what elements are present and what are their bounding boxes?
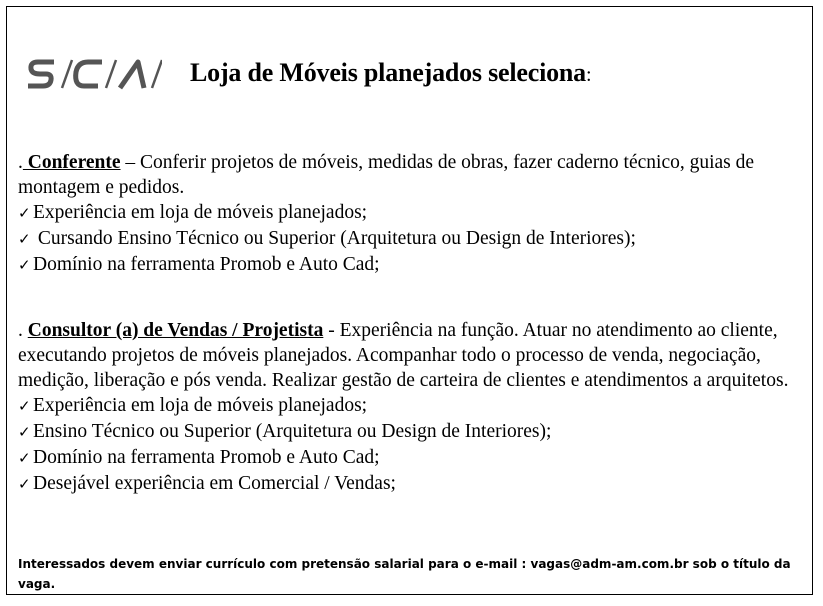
title-colon: :	[586, 64, 592, 86]
application-instructions: Interessados devem enviar currículo com pretensão salarial para o e-mail : vagas@adm-am.com.br sob o título da vaga.	[18, 557, 791, 591]
job-title: Consultor (a) de Vendas / Projetista	[27, 320, 324, 341]
job-dash: –	[120, 152, 141, 173]
requirement-item	[18, 445, 808, 471]
requirement-text: Desejável experiência em Comercial / Vendas;	[33, 473, 396, 494]
requirement-item	[18, 471, 808, 497]
job-description	[18, 150, 808, 200]
job-listings	[18, 150, 808, 497]
title-text: Loja de Móveis planejados seleciona	[190, 58, 586, 87]
job-prefix: .	[18, 152, 23, 173]
job-description-text: Experiência na função. Atuar no atendimento ao cliente, executando projetos de móveis planejados. Acompanhar todo o processo de venda, negociação, medição, liberação e pós venda. Realizar gestão de carteira de clientes e atendimentos a arquitetos.	[18, 320, 789, 391]
page-title	[190, 58, 591, 88]
checkmark-icon: ✓	[18, 475, 31, 493]
checkmark-icon: ✓	[18, 230, 31, 248]
requirement-item	[18, 419, 808, 445]
section-spacer	[18, 278, 808, 318]
requirement-text: Domínio na ferramenta Promob e Auto Cad;	[33, 254, 380, 275]
checkmark-icon: ✓	[18, 423, 31, 441]
requirement-text: Domínio na ferramenta Promob e Auto Cad;	[33, 447, 380, 468]
job-dash: -	[323, 320, 340, 341]
sca-logo	[26, 56, 162, 92]
requirement-text: Experiência em loja de móveis planejados;	[33, 395, 368, 416]
job-prefix: .	[18, 320, 28, 341]
requirement-item	[18, 393, 808, 419]
requirement-text: Experiência em loja de móveis planejados;	[33, 202, 368, 223]
requirement-item	[18, 200, 808, 226]
requirement-text: Ensino Técnico ou Superior (Arquitetura ou Design de Interiores);	[33, 421, 552, 442]
checkmark-icon: ✓	[18, 449, 31, 467]
checkmark-icon: ✓	[18, 204, 31, 222]
job-title: Conferente	[22, 152, 121, 173]
requirement-item	[18, 226, 808, 252]
job-description	[18, 318, 808, 393]
requirement-text: Cursando Ensino Técnico ou Superior (Arquitetura ou Design de Interiores);	[33, 228, 636, 249]
job-description-text: Conferir projetos de móveis, medidas de obras, fazer caderno técnico, guias de montagem e pedidos.	[18, 152, 755, 198]
checkmark-icon: ✓	[18, 256, 31, 274]
requirement-item	[18, 252, 808, 278]
checkmark-icon: ✓	[18, 397, 31, 415]
header	[26, 52, 162, 96]
